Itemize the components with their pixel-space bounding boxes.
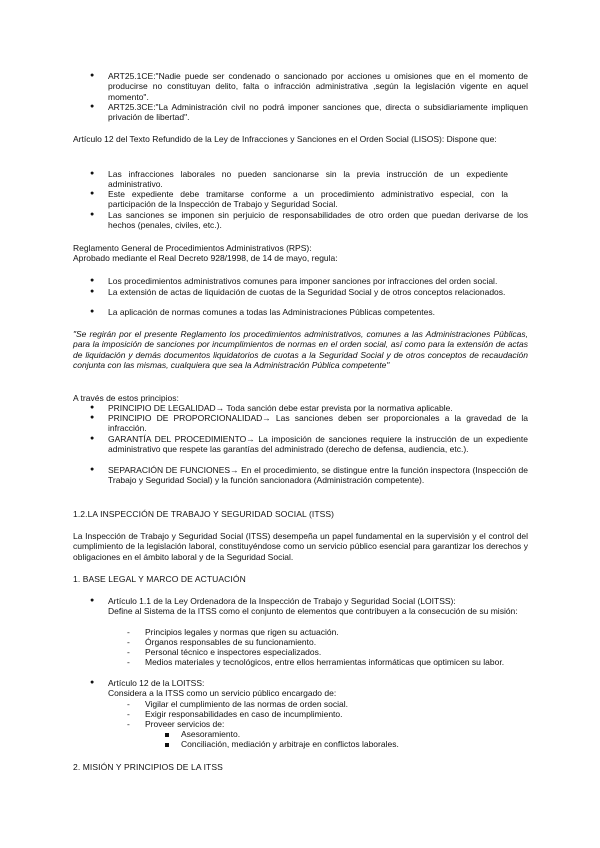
- list-item: Órganos responsables de su funcionamiento.: [145, 637, 317, 647]
- list-item: Proveer servicios de:: [145, 719, 225, 729]
- bullet-icon: ●: [90, 277, 95, 284]
- section-paragraph: La Inspección de Trabajo y Seguridad Social (ITSS) desempeña un papel fundamental en la supervisión y el control del cumplimiento de la legislación laboral, constituyéndose como un servicio público esencial para garantizar los derechos y obligaciones en el ámbito laboral y de la Seguridad Social.: [73, 531, 528, 562]
- list-item: ART25.3CE:"La Administración civil no podrá imponer sanciones que, directa o subsidiariamente impliquen privación de libertad".: [108, 102, 528, 123]
- rps-approved: Aprobado mediante el Real Decreto 928/1998, de 14 de mayo, regula:: [73, 253, 338, 263]
- bullet-icon: ●: [90, 466, 95, 473]
- list-item: PRINCIPIO DE LEGALIDAD→ Toda sanción debe estar prevista por la normativa aplicable.: [108, 403, 453, 413]
- article-title: Artículo 12 de la LOITSS:: [108, 678, 205, 688]
- lisos-intro: Artículo 12 del Texto Refundido de la Ley de Infracciones y Sanciones en el Orden Social (LISOS): Dispone que:: [73, 134, 497, 144]
- bullet-icon: ●: [90, 597, 95, 604]
- bullet-icon: ●: [90, 414, 95, 421]
- section-heading: 1. BASE LEGAL Y MARCO DE ACTUACIÓN: [73, 574, 246, 584]
- list-item: Los procedimientos administrativos comunes para imponer sanciones por infracciones del orden social.: [108, 276, 498, 286]
- bullet-icon: ●: [90, 288, 95, 295]
- principles-intro: A través de estos principios:: [73, 393, 179, 403]
- dash-icon: -: [127, 647, 130, 657]
- rps-quote: "Se regirán por el presente Reglamento los procedimientos administrativos, comunes a las Administraciones Públicas, para la imposición de sanciones por incumplimientos de normas en el orden social, así como para la extensión de actas de liquidación y demás documentos liquidatorios de cuotas a la Seguridad Social y de otros conceptos de recaudación conjunta con las mismas, cualquiera que sea la Administración Pública competente": [73, 329, 528, 371]
- bullet-icon: ●: [90, 190, 95, 197]
- square-bullet-icon: [165, 733, 169, 737]
- list-item: Conciliación, mediación y arbitraje en conflictos laborales.: [181, 739, 399, 749]
- dash-icon: -: [127, 657, 130, 667]
- list-item: Las infracciones laborales no pueden sancionarse sin la previa instrucción de un expediente administrativo.: [108, 169, 508, 190]
- article-text: Considera a la ITSS como un servicio público encargado de:: [108, 688, 337, 698]
- article-title: Artículo 1.1 de la Ley Ordenadora de la Inspección de Trabajo y Seguridad Social (LOITSS):: [108, 596, 456, 606]
- list-item: Exigir responsabilidades en caso de incumplimiento.: [145, 709, 343, 719]
- list-item: Este expediente debe tramitarse conforme a un procedimiento administrativo especial, con la participación de la Inspección de Trabajo y Seguridad Social.: [108, 189, 508, 210]
- list-item: Asesoramiento.: [181, 729, 241, 739]
- rps-title: Reglamento General de Procedimientos Administrativos (RPS):: [73, 243, 312, 253]
- list-item: Personal técnico e inspectores especializados.: [145, 647, 322, 657]
- list-item: Medios materiales y tecnológicos, entre ellos herramientas informáticas que optimicen su labor.: [145, 657, 505, 667]
- bullet-icon: ●: [90, 211, 95, 218]
- article-text: Define al Sistema de la ITSS como el conjunto de elementos que contribuyen a la consecución de su misión:: [108, 606, 518, 616]
- bullet-icon: ●: [90, 404, 95, 411]
- list-item: SEPARACIÓN DE FUNCIONES→ En el procedimiento, se distingue entre la función inspectora (Inspección de Trabajo y Seguridad Social) y la función sancionadora (Administración competente).: [108, 465, 528, 486]
- dash-icon: -: [127, 637, 130, 647]
- dash-icon: -: [127, 719, 130, 729]
- list-item: ART25.1CE:"Nadie puede ser condenado o sancionado por acciones u omisiones que en el momento de producirse no constituyan delito, falta o infracción administrativa ,según la legislación vigente en aquel momento".: [108, 71, 528, 102]
- list-item: La aplicación de normas comunes a todas las Administraciones Públicas competentes.: [108, 307, 435, 317]
- dash-icon: -: [127, 627, 130, 637]
- section-heading: 1.2.LA INSPECCIÓN DE TRABAJO Y SEGURIDAD SOCIAL (ITSS): [73, 509, 335, 519]
- bullet-icon: ●: [90, 103, 95, 110]
- section-heading: 2. MISIÓN Y PRINCIPIOS DE LA ITSS: [73, 762, 223, 772]
- square-bullet-icon: [165, 743, 169, 747]
- list-item: Principios legales y normas que rigen su actuación.: [145, 627, 339, 637]
- bullet-icon: ●: [90, 72, 95, 79]
- bullet-icon: ●: [90, 679, 95, 686]
- list-item: La extensión de actas de liquidación de cuotas de la Seguridad Social y de otros conceptos relacionados.: [108, 287, 506, 297]
- dash-icon: -: [127, 699, 130, 709]
- dash-icon: -: [127, 709, 130, 719]
- list-item: PRINCIPIO DE PROPORCIONALIDAD→ Las sanciones deben ser proporcionales a la gravedad de la infracción.: [108, 413, 528, 434]
- list-item: Las sanciones se imponen sin perjuicio de responsabilidades de otro orden que puedan derivarse de los hechos (penales, civiles, etc.).: [108, 210, 528, 231]
- list-item: GARANTÍA DEL PROCEDIMIENTO→ La imposición de sanciones requiere la instrucción de un expediente administrativo que respete las garantías del administrado (derecho de defensa, audiencia, etc.).: [108, 434, 528, 455]
- bullet-icon: ●: [90, 308, 95, 315]
- list-item: Vigilar el cumplimiento de las normas de orden social.: [145, 699, 348, 709]
- bullet-icon: ●: [90, 435, 95, 442]
- bullet-icon: ●: [90, 170, 95, 177]
